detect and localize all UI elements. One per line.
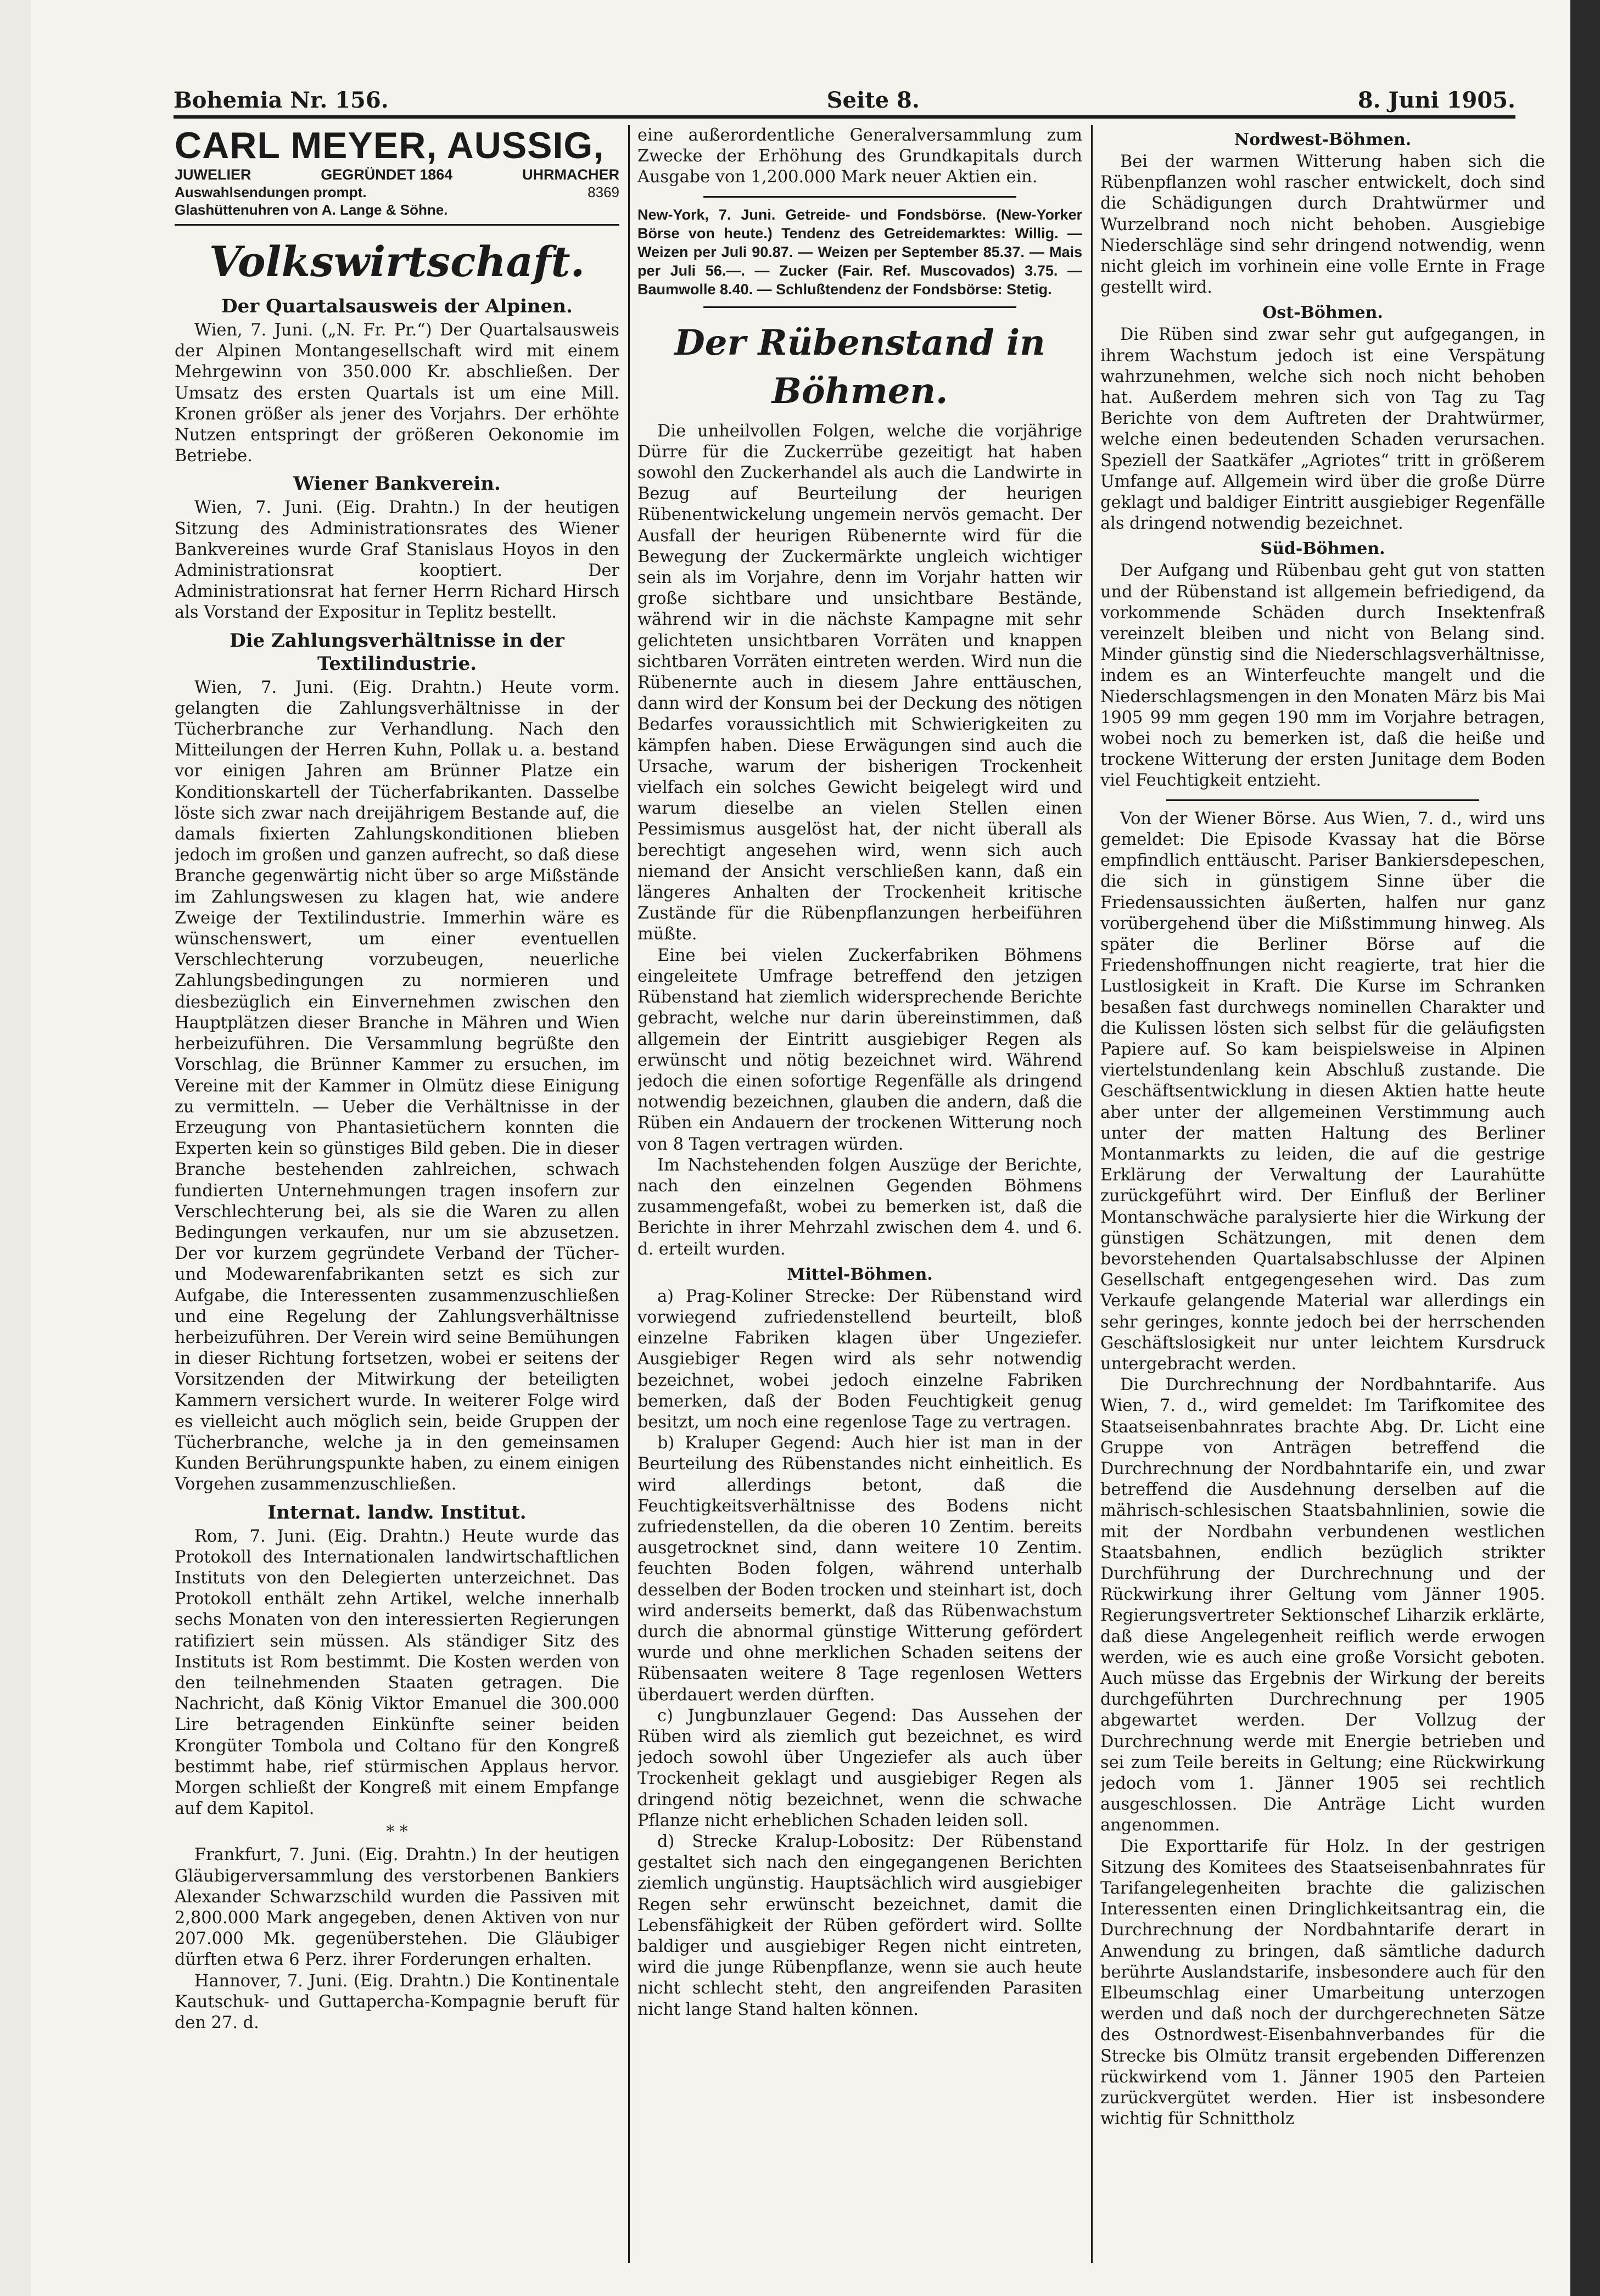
region-heading: Ost-Böhmen. (1262, 303, 1383, 323)
article-paragraph: b) Kraluper Gegend: Auch hier ist man in der Beurteilung des Rübenstandes nicht einheitlich. Es wird allerdings betont, daß die Feuchtigkeitsverhältnisse des Bodens nicht zufriedenstellen, da die oberen 10 Zentim. bereits ausgetrocknet sind, dann weitere 10 Zentim. feuchten Boden folgen, während unterhalb desselben der Boden trocken und steinhart ist, doch wird anderseits bemerkt, daß das Rübenwachstum durch die abnormal günstige Witterung gefördert wurde und ohne merklichen Schaden seitens der Rübensaaten weitere 8 Tage regenlosen Wetters überdauert werden dürften. (637, 1433, 1082, 1705)
article-paragraph: Wien, 7. Juni. (Eig. Drahtn.) In der heutigen Sitzung des Administrationsrates des Wiener Bankvereines wurde Graf Stanislaus Hoyos in den Administrationsrat kooptiert. Der Administrationsrat hat ferner Herrn Richard Hirsch als Vorstand der Expositur in Teplitz bestellt. (175, 498, 619, 623)
article-paragraph: Frankfurt, 7. Juni. (Eig. Drahtn.) In der heutigen Gläubigerversammlung des verstorbenen Bankiers Alexander Schwarzschild wurden die Passiven mit 2,800.000 Mark angegeben, denen Aktiven von nur 207.000 Mk. gegenüberstehen. Die Gläubiger dürften etwa 6 Perz. ihrer Forderungen erhalten. (175, 1845, 619, 1970)
header-issue: Bohemia Nr. 156. (174, 87, 389, 113)
article-paragraph: Eine bei vielen Zuckerfabriken Böhmens eingeleitete Umfrage betreffend den jetzigen Rübenstand hat ziemlich widersprechende Berichte gebracht, welche nur darin übereinstimmen, daß allgemein der Eintritt ausgiebiger Regen als erwünscht und nötig bezeichnet wird. Während jedoch die einen sofortige Regenfälle als dringend notwendig bezeichnen, glauben die andern, daß die Rüben ein Andauern der trockenen Witterung noch von 8 Tagen vertragen würden. (637, 945, 1082, 1154)
article-paragraph: Die unheilvollen Folgen, welche die vorjährige Dürre für die Zuckerrübe gezeitigt hat haben sowohl den Zuckerhandel als auch die Landwirte in Bezug auf Beurteilung der heurigen Rübenentwickelung ungemein nervös gemacht. Der Ausfall der heurigen Rübenernte wird für die Bewegung der Zuckermärkte ungleich wichtiger sein als im Vorjahre, denn im Vorjahr hatten wir große sichtbare und unsichtbare Bestände, während wir in die nächste Kampagne mit sehr gelichteten unsichtbaren Vorräten und knappen sichtbaren Vorräten eintreten werden. Wird nun die Rübenernte auch in diesem Jahre enttäuschen, dann wird der Konsum bei der Deckung des nötigen Bedarfes voraussichtlich mit Schwierigkeiten zu kämpfen haben. Diese Erwägungen sind auch die Ursache, warum der bisherigen Trockenheit vielfach ein solches Gewicht beigelegt wird und warum dieselbe an vielen Stellen einen Pessimismus ausgelöst hat, der nicht überall als berechtigt angesehen wird, wenn sich auch niemand der Ansicht verschließen kann, daß ein längeres Anhalten der Trockenheit kritische Zustände für die Rübenpflanzungen herbeiführen müßte. (637, 421, 1082, 944)
page-header (174, 82, 1515, 113)
article-paragraph: Im Nachstehenden folgen Auszüge der Berichte, nach den einzelnen Gegenden Böhmens zusammengefaßt, wobei zu bemerken ist, daß die Berichte in ihrer Mehrzahl zwischen dem 4. und 6. d. erteilt wurden. (637, 1155, 1082, 1259)
region-heading: Nordwest-Böhmen. (1234, 130, 1412, 149)
page-edge (1570, 0, 1600, 2296)
header-page-number: Seite 8. (826, 87, 920, 113)
article-paragraph: d) Strecke Kralup-Lobositz: Der Rübenstand gestaltet sich nach den eingegangenen Berichten ziemlich ungünstig. Hauptsächlich wird ausgiebiger Regen sehr erwünscht bezeichnet, damit die Lebensfähigkeit der Rüben gefördert wird. Sollte baldiger und ausgiebiger Regen nicht eintreten, wird die junge Rübenpflanze, wenn sie auch heute nicht schlecht steht, den angreifenden Parasiten nicht lange Stand halten können. (637, 1832, 1082, 2019)
column-2 (637, 125, 1082, 2274)
article-paragraph: c) Jungbunzlauer Gegend: Das Aussehen der Rüben wird als ziemlich gut bezeichnet, es wird jedoch sowohl über Ungeziefer als auch über Trockenheit geklagt und ausgiebiger Regen als dringend nötig bezeichnet, wenn die schwache Pflanze nicht erheblichen Schaden leiden soll. (637, 1706, 1082, 1830)
ad-trade-right: UHRMACHER (522, 166, 619, 183)
column-divider (1091, 125, 1093, 2263)
article-paragraph: eine außerordentliche Generalversammlung zum Zwecke der Erhöhung des Grundkapitals durch Ausgabe von 1,200.000 Mark neuer Aktien ein. (637, 126, 1082, 187)
article-paragraph: Hannover, 7. Juni. (Eig. Drahtn.) Die Kontinentale Kautschuk- und Guttapercha-Kompagnie beruft für den 27. d. (175, 1971, 619, 2033)
article-paragraph: Die Durchrechnung der Nordbahntarife. Aus Wien, 7. d., wird gemeldet: Im Tarifkomitee des Staatseisenbahnrates brachte Abg. Dr. Licht eine Gruppe von Anträgen betreffend die Durchrechnung der Nordbahntarife ein, und zwar betreffend die Ausdehnung derselben auf die mährisch-schlesischen Staatsbahnlinien, sowie die mit der Nordbahn verbundenen westlichen Staatsbahnen, endlich bezüglich strikter Durchführung der Durchrechnung und der Rückwirkung ihrer Geltung vom Jänner 1905. Regierungsvertreter Sektionschef Liharzik erklärte, daß diese Angelegenheit reiflich werde erwogen werden, wie es auch eine große Vorsicht geboten. Auch müsse das Ergebnis der Wirkung der bereits durchgeführten Durchrechnung per 1905 abgewartet werden. Der Vollzug der Durchrechnung werde mit Energie betrieben und sei zum Teile bereits in Geltung; eine Rückwirkung jedoch vom 1. Jänner 1905 sei rechtlich ausgeschlossen. Die Anträge Licht wurden angenommen. (1100, 1375, 1545, 1835)
ad-subtitle-row (175, 166, 619, 183)
newspaper-page (31, 0, 1570, 2296)
separator-stars: * * (386, 1822, 408, 1842)
article-title: Die Zahlungsverhältnisse in der Textilindustrie. (230, 629, 564, 675)
article-paragraph: Von der Wiener Börse. Aus Wien, 7. d., wird uns gemeldet: Die Episode Kvassay hat die Börse empfindlich enttäuscht. Pariser Bankiersdepeschen, die sich in günstigem Sinne über die Friedensaussichten äußerten, halfen nur ganz vorübergehend über die Mißstimmung hinweg. Als später die Berliner Börse auf die Friedenshoffnungen nicht reagierte, trat hier die Lustlosigkeit in Kraft. Die Kurse im Schranken besaßen fast durchwegs nominellen Charakter und die Kulissen lösten sich selbst für die geläufigsten Papiere auf. So kam beispielsweise in Alpinen viertelstundenlang kein Abschluß zustande. Die Geschäftsentwicklung in diesen Aktien hatte heute aber unter der allgemeinen Verstimmung auch unter der matten Haltung des Berliner Montanmarkts zu leiden, die auf die gestrige Erklärung der Verwaltung der Laurahütte zurückgeführt wird. Der Einfluß der Berliner Montanschwäche paralysierte hier die Wirkung der günstigen Schätzungen, mit denen dem bevorstehenden Quartalsabschlusse der Alpinen Gesellschaft entgegengesehen wird. Das zum Verkaufe gelangende Material war allerdings ein sehr geringes, konnte jedoch bei der herrschenden Geschäftslosigkeit nur unter leichtem Kursdruck untergebracht werden. (1100, 809, 1545, 1374)
divider-rule (703, 306, 1016, 308)
ad-trade-left: JUWELIER (175, 166, 251, 183)
article-title: Internat. landw. Institut. (267, 1501, 527, 1524)
market-report: New-York, 7. Juni. Getreide- und Fondsbörse. (New-Yorker Börse von heute.) Tendenz des Getreidemarktes: Willig. — Weizen per Juli 90.87. — Weizen per September 85.37. — Mais per Juli 56.—. — Zucker (Fair. Ref. Muscovados) 3.75. — Baumwolle 8.40. — Schlußtendenz der Fondsbörse: Stetig. (637, 206, 1082, 298)
article-title: Wiener Bankverein. (293, 473, 501, 495)
article-paragraph: Die Exporttarife für Holz. In der gestrigen Sitzung des Komitees des Staatseisenbahnrates für Tarifangelegenheiten brachte die galizischen Interessenten einen Dringlichkeitsantrag ein, die Durchrechnung der Nordbahntarife derart in Anwendung zu bringen, daß sämtliche dadurch berührte Auslandstarife, insbesondere auch für den Elbeumschlag einer Umarbeitung unterzogen werden und daß noch der durchgerechneten Sätze des Ostnordwest-Eisenbahnverbandes für die Strecke bis Olmütz transit ergebenden Differenzen rückwirkend vom 1. Jänner 1905 den Parteien zurückvergütet werden. Hier ist insbesondere wichtig für Schnittholz (1100, 1836, 1545, 2129)
divider-rule (703, 196, 1016, 198)
header-date: 8. Juni 1905. (1357, 87, 1515, 113)
article-paragraph: Rom, 7. Juni. (Eig. Drahtn.) Heute wurde das Protokoll des Internationalen landwirtschaftlichen Instituts von den Delegierten unterzeichnet. Das Protokoll enthält zehn Artikel, welche innerhalb sechs Monaten von den interessierten Regierungen ratifiziert sein müssen. Als ständiger Sitz des Instituts ist Rom bestimmt. Die Kosten werden von den teilnehmenden Staaten getragen. Die Nachricht, daß König Viktor Emanuel die 300.000 Lire betragenden Einkünfte seiner beiden Krongüter Tombola und Coltano für den Kongreß bestimmt habe, rief stürmischen Applaus hervor. Morgen schließt der Kongreß mit einem Empfange auf dem Kapitol. (175, 1526, 619, 1819)
advertisement (175, 125, 619, 226)
section-title: Volkswirtschaft. (209, 237, 585, 286)
article-paragraph: Bei der warmen Witterung haben sich die Rübenpflanzen wohl rascher entwickelt, doch sind die Schädigungen durch Drahtwürmer und Wurzelbrand noch nicht behoben. Ausgiebige Niederschläge sind sehr dringend notwendig, wenn nicht gleich im vorhinein eine volle Ernte in Frage gestellt wird. (1100, 152, 1545, 298)
header-rule (174, 115, 1515, 119)
region-heading: Mittel-Böhmen. (787, 1264, 933, 1284)
ad-line-watches: Glashüttenuhren von A. Lange & Söhne. (175, 201, 448, 218)
article-paragraph: Wien, 7. Juni. („N. Fr. Pr.“) Der Quartalsausweis der Alpinen Montangesellschaft wird mit einem Mehrgewinn von 350.000 Kr. abschließen. Der Umsatz des ersten Quartals ist um eine Mill. Kronen größer als jener des Vorjahrs. Der erhöhte Nutzen entspringt der größeren Oekonomie im Betriebe. (175, 321, 619, 466)
article-title: Der Rübenstand in Böhmen. (674, 322, 1045, 412)
ad-shipping-text: Auswahlsendungen prompt. (175, 184, 367, 200)
column-3 (1100, 125, 1545, 2274)
ad-company-name: CARL MEYER, AUSSIG, (175, 125, 605, 166)
region-heading: Süd-Böhmen. (1260, 539, 1385, 559)
ad-line-shipping (175, 183, 619, 201)
article-paragraph: Wien, 7. Juni. (Eig. Drahtn.) Heute vorm. gelangten die Zahlungsverhältnisse in der Tücherbranche zur Verhandlung. Nach den Mitteilungen der Herren Kuhn, Pollak u. a. bestand vor einigen Jahren am Brünner Platze ein Konditionskartell der Tücherfabrikanten. Dasselbe löste sich zwar nach dreijährigem Bestande auf, die damals fixierten Zahlungskonditionen blieben jedoch im großen und ganzen aufrecht, so daß diese Branche gegenwärtig nicht über so arge Mißstände im Zahlungswesen zu klagen hat, wie andere Zweige der Textilindustrie. Immerhin wäre es wünschenswert, um einer eventuellen Verschlechterung vorzubeugen, neuerliche Zahlungsbedingungen zu normieren und diesbezüglich ein Einvernehmen zwischen den Hauptplätzen dieser Branche in Mähren und Wien herbeizuführen. Die Versammlung begrüßte den Vorschlag, die Brünner Kammer zu ersuchen, im Vereine mit der Kammer in Olmütz diese Einigung zu vermitteln. — Ueber die Verhältnisse in der Erzeugung von Phantasietüchern konnten die Experten kein so günstiges Bild geben. Die in dieser Branche bestehenden zahlreichen, schwach fundierten Unternehmungen tragen insofern zur Verschlechterung bei, als sie die Waren zu allen Bedingungen verkaufen, nur um sie abzusetzen. Der vor kurzem gegründete Verband der Tücher- und Modewarenfabrikanten setzt es sich zur Aufgabe, die Interessenten zusammenzuschließen und eine Regelung der Zahlungsverhältnisse herbeizuführen. Der Verein wird seine Bemühungen in dieser Richtung fortsetzen, wobei er seitens der Vorsitzenden der Mitwirkung der beteiligten Kammern versichert wurde. In weiterer Folge wird es vielleicht auch möglich sein, beide Gruppen der Tücherbranche, welche ja in den gemeinsamen Kunden Berührungspunkte haben, zu einem einigen Vorgehen zusammenzuschließen. (175, 677, 619, 1494)
article-paragraph: Die Rüben sind zwar sehr gut aufgegangen, in ihrem Wachstum jedoch ist eine Verspätung wahrzunehmen, welche sich noch nicht behoben hat. Außerdem mehren sich von Tag zu Tag Berichte von dem Auftreten der Drahtwürmer, welche einen bedeutenden Schaden verursachen. Speziell der Saatkäfer „Agriotes“ tritt in größerem Umfange auf. Allgemein wird über die große Dürre geklagt und baldiger Eintritt ausgiebiger Regenfälle als dringend notwendig bezeichnet. (1100, 325, 1545, 534)
article-paragraph: a) Prag-Koliner Strecke: Der Rübenstand wird vorwiegend zufriedenstellend beurteilt, bloß einzelne Fabriken klagen über Ungeziefer. Ausgiebiger Regen wird als sehr notwendig bezeichnet, wobei jedoch einzelne Fabriken bemerken, daß der Boden Feuchtigkeit genug besitzt, um noch eine regenlose Tage zu vertragen. (637, 1286, 1082, 1432)
column-divider (628, 125, 630, 2263)
ad-number: 8369 (588, 184, 619, 200)
article-title: Der Quartalsausweis der Alpinen. (221, 295, 573, 317)
article-paragraph: Der Aufgang und Rübenbau geht gut von statten und der Rübenstand ist allgemein befriedigend, da vorkommende Schäden durch Insektenfraß vereinzelt bleiben und nicht von Belang sind. Minder günstig sind die Niederschlagsverhältnisse, indem es an Winterfeuchte mangelt und die Niederschlagsmengen in den Monaten März bis Mai 1905 99 mm gegen 190 mm im Vorjahre betragen, wobei noch zu bemerken ist, daß die heiße und trockene Witterung der ersten Junitage dem Boden viel Feuchtigkeit entzieht. (1100, 561, 1545, 791)
column-1 (175, 125, 619, 2274)
ad-founded: GEGRÜNDET 1864 (321, 166, 453, 183)
divider-rule (1166, 799, 1479, 801)
